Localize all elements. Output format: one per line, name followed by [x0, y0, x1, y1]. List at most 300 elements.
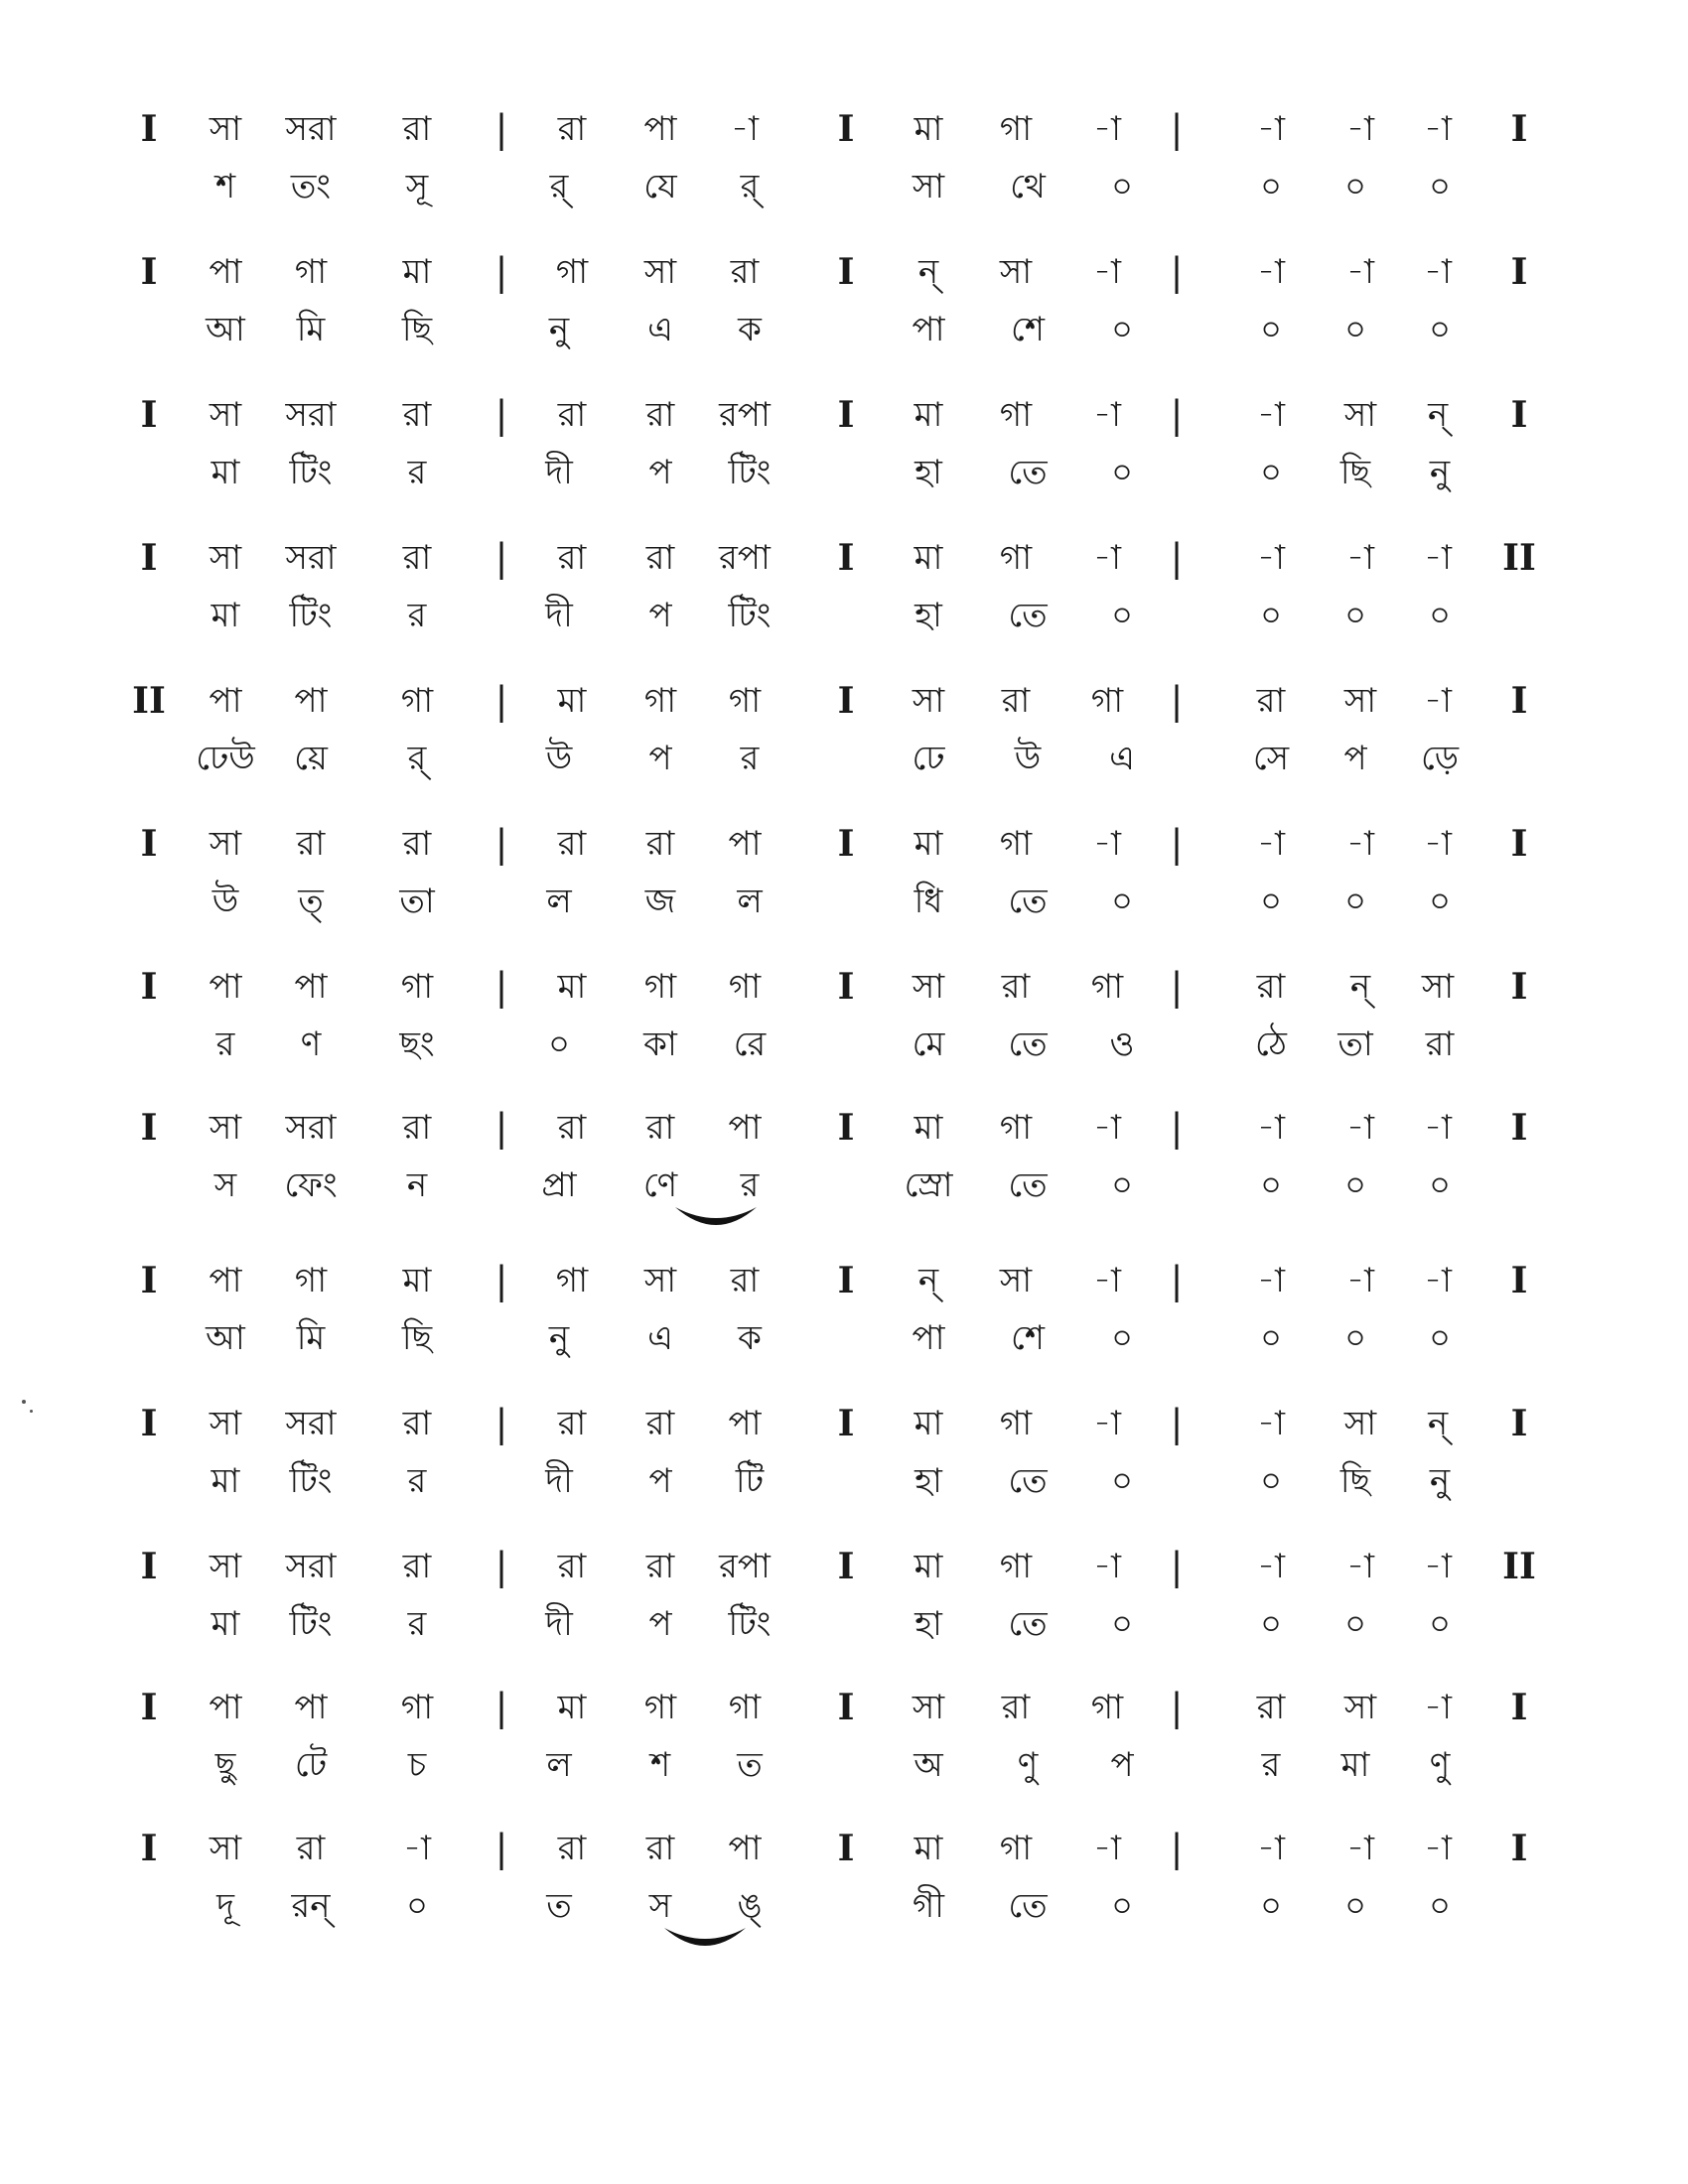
swara-note: সরা — [285, 109, 337, 149]
swara-note: রা — [402, 109, 432, 149]
swara-note: -া — [731, 109, 759, 149]
swara-note: গা — [555, 1261, 589, 1300]
lyric-syllable: উ — [545, 739, 573, 778]
swara-note: মা — [557, 1688, 587, 1727]
lyric-syllable: মা — [211, 1461, 240, 1501]
swara-note: -া — [1093, 1261, 1121, 1300]
swara-note: সা — [912, 1688, 945, 1727]
lyric-syllable: ঢেউ — [196, 739, 255, 778]
lyric-syllable: ০ — [1110, 167, 1134, 206]
swara-note: রা — [402, 1547, 432, 1586]
swara-note: সা — [999, 252, 1033, 292]
lyric-syllable: ০ — [1259, 882, 1283, 921]
swara-note: পা — [209, 681, 242, 721]
lyric-syllable: ল — [546, 1745, 572, 1785]
lyric-syllable: থে — [1010, 167, 1046, 206]
lyric-syllable: ড়ে — [1420, 739, 1460, 778]
lyric-syllable: উ — [1014, 739, 1042, 778]
swara-note: -া — [1093, 1108, 1121, 1148]
swara-note: -া — [1424, 252, 1452, 292]
swara-note: রা — [402, 1108, 432, 1148]
swara-note: গা — [1090, 967, 1124, 1007]
swara-note: সা — [209, 824, 242, 864]
swara-note: গা — [643, 1688, 677, 1727]
swara-note: গা — [1090, 681, 1124, 721]
notation-line — [0, 1261, 1688, 1400]
lyric-syllable: সূ — [405, 167, 429, 206]
beat-divider: | — [494, 1402, 508, 1445]
swara-note: -া — [1424, 681, 1452, 721]
lyric-syllable: তে — [1008, 596, 1048, 635]
swara-note: রা — [730, 252, 760, 292]
lyric-syllable: শে — [1011, 310, 1045, 349]
swara-note: সা — [1421, 967, 1455, 1007]
swara-note: -া — [1346, 1829, 1374, 1868]
swara-note: পা — [728, 824, 762, 864]
swara-note: -া — [1346, 1547, 1374, 1586]
lyric-syllable: ০ — [1259, 167, 1283, 206]
lyric-syllable: ০ — [1110, 1886, 1134, 1926]
swara-note: মা — [914, 824, 943, 864]
notation-line — [0, 824, 1688, 963]
beat-divider: | — [494, 679, 508, 723]
beat-divider: | — [494, 107, 508, 151]
lyric-syllable: মা — [211, 453, 240, 492]
swara-note: সা — [912, 681, 945, 721]
lyric-syllable: হা — [914, 596, 942, 635]
lyric-syllable: নু — [1429, 453, 1451, 492]
swara-note: সা — [999, 1261, 1033, 1300]
lyric-syllable: হা — [914, 453, 942, 492]
section-mark: II — [1502, 537, 1536, 579]
lyric-syllable: তে — [1008, 1461, 1048, 1501]
lyric-syllable: ন — [406, 1165, 428, 1205]
section-mark: I — [140, 1107, 158, 1149]
lyric-syllable: ণে — [642, 1165, 678, 1205]
lyric-syllable: উ — [211, 882, 239, 921]
section-mark: I — [140, 251, 158, 293]
swara-note: ন্ — [1349, 967, 1371, 1007]
lyric-syllable: টিং — [289, 596, 333, 635]
section-mark: I — [837, 251, 855, 293]
lyric-syllable: ০ — [1259, 1165, 1283, 1205]
swara-note: রা — [557, 109, 587, 149]
section-mark: II — [132, 680, 166, 722]
lyric-syllable: কা — [643, 1024, 677, 1064]
swara-note: -া — [1424, 538, 1452, 578]
swara-note: রা — [557, 824, 587, 864]
lyric-syllable: ০ — [1343, 310, 1367, 349]
swara-note: সা — [1343, 1688, 1377, 1727]
swara-note: -া — [1424, 824, 1452, 864]
swara-note: গা — [728, 681, 762, 721]
lyric-syllable: ০ — [1259, 1461, 1283, 1501]
lyric-syllable: ক — [738, 1318, 762, 1358]
section-mark: I — [1510, 1260, 1528, 1301]
section-mark: I — [1510, 680, 1528, 722]
lyric-syllable: ০ — [1343, 167, 1367, 206]
lyric-syllable: অ — [914, 1745, 943, 1785]
beat-divider: | — [1170, 1545, 1184, 1588]
lyric-syllable: র — [1261, 1745, 1281, 1785]
lyric-syllable: ০ — [1428, 882, 1452, 921]
swara-note: পা — [728, 1404, 762, 1443]
swara-note: মা — [914, 395, 943, 435]
beat-divider: | — [494, 1686, 508, 1729]
lyric-syllable: ০ — [1428, 1165, 1452, 1205]
swara-note: সা — [643, 252, 677, 292]
swara-note: সরা — [285, 1108, 337, 1148]
lyric-syllable: ০ — [1110, 1461, 1134, 1501]
swara-note: মা — [557, 681, 587, 721]
section-mark: I — [140, 394, 158, 436]
section-mark: I — [1510, 966, 1528, 1008]
lyric-syllable: চ — [407, 1745, 427, 1785]
swara-note: -া — [403, 1829, 431, 1868]
notation-line — [0, 1404, 1688, 1543]
lyric-syllable: য়ে — [294, 739, 328, 778]
lyric-syllable: যে — [643, 167, 677, 206]
swara-note: -া — [1093, 1404, 1121, 1443]
swara-note: রা — [296, 824, 326, 864]
swara-note: -া — [1257, 1547, 1285, 1586]
lyric-syllable: র — [740, 1165, 760, 1205]
swara-note: সা — [209, 1829, 242, 1868]
lyric-syllable: এ — [1109, 739, 1135, 778]
notation-line — [0, 395, 1688, 534]
lyric-syllable: মা — [211, 596, 240, 635]
swara-note: রা — [1256, 967, 1286, 1007]
lyric-syllable: ০ — [1110, 1165, 1134, 1205]
lyric-syllable: জ — [644, 882, 676, 921]
beat-divider: | — [1170, 250, 1184, 294]
swara-note: সা — [1343, 1404, 1377, 1443]
swara-note: রা — [645, 1829, 675, 1868]
lyric-syllable: ০ — [1110, 453, 1134, 492]
lyric-syllable: টিং — [289, 1604, 333, 1644]
lyric-syllable: ছং — [399, 1024, 435, 1064]
lyric-syllable: তং — [290, 167, 332, 206]
swara-note: -া — [1093, 1829, 1121, 1868]
swara-note: -া — [1257, 1404, 1285, 1443]
lyric-syllable: ছি — [401, 310, 433, 349]
lyric-syllable: ০ — [1428, 1604, 1452, 1644]
lyric-syllable: রন্ — [291, 1886, 331, 1926]
section-mark: I — [837, 108, 855, 150]
beat-divider: | — [494, 536, 508, 580]
swara-note: রা — [557, 1404, 587, 1443]
lyric-syllable: হা — [914, 1461, 942, 1501]
swara-note: গা — [999, 538, 1033, 578]
swara-note: গা — [294, 252, 328, 292]
section-mark: I — [1510, 251, 1528, 293]
swara-note: পা — [728, 1108, 762, 1148]
lyric-syllable: ঢে — [912, 739, 945, 778]
swara-note: রপা — [719, 538, 771, 578]
lyric-syllable: সা — [912, 167, 945, 206]
swara-note: -া — [1346, 252, 1374, 292]
swara-note: সা — [643, 1261, 677, 1300]
swara-note: সা — [209, 1108, 242, 1148]
swara-note: রা — [645, 538, 675, 578]
lyric-syllable: দূ — [216, 1886, 234, 1926]
lyric-syllable: ০ — [1428, 167, 1452, 206]
swara-note: সা — [209, 109, 242, 149]
swara-note: মা — [914, 1547, 943, 1586]
lyric-syllable: ০ — [1110, 1604, 1134, 1644]
lyric-syllable: ০ — [1110, 596, 1134, 635]
lyric-syllable: তে — [1008, 453, 1048, 492]
swara-note: -া — [1093, 824, 1121, 864]
swara-note: গা — [728, 1688, 762, 1727]
swara-note: গা — [999, 109, 1033, 149]
swara-note: পা — [294, 681, 328, 721]
lyric-syllable: ০ — [1259, 453, 1283, 492]
swara-note: সা — [209, 538, 242, 578]
notation-line — [0, 252, 1688, 391]
lyric-syllable: সে — [1252, 739, 1290, 778]
section-mark: I — [1510, 1687, 1528, 1728]
lyric-syllable: দী — [545, 1604, 573, 1644]
lyric-syllable: র্ — [407, 739, 427, 778]
lyric-syllable: ত — [546, 1886, 572, 1926]
swara-note: সা — [1343, 395, 1377, 435]
section-mark: I — [140, 966, 158, 1008]
lyric-syllable: ০ — [1259, 1886, 1283, 1926]
section-mark: I — [1510, 394, 1528, 436]
lyric-syllable: নু — [548, 1318, 570, 1358]
lyric-syllable: দী — [545, 596, 573, 635]
swara-note: সা — [209, 1404, 242, 1443]
lyric-syllable: দী — [545, 453, 573, 492]
section-mark: I — [837, 680, 855, 722]
swara-note: গা — [999, 1829, 1033, 1868]
beat-divider: | — [494, 822, 508, 866]
lyric-syllable: মি — [296, 310, 326, 349]
swara-note: -া — [1424, 1688, 1452, 1727]
swara-note: রা — [645, 1404, 675, 1443]
section-mark: I — [1510, 108, 1528, 150]
swara-note: -া — [1257, 109, 1285, 149]
lyric-syllable: র্ — [549, 167, 569, 206]
swara-note: রা — [730, 1261, 760, 1300]
swara-note: রা — [1001, 681, 1031, 721]
lyric-syllable: স্রো — [904, 1165, 953, 1205]
swara-note: -া — [1346, 1108, 1374, 1148]
section-mark: II — [1502, 1546, 1536, 1587]
swara-note: ন্ — [917, 1261, 939, 1300]
lyric-syllable: শ — [214, 167, 236, 206]
lyric-syllable: টিং — [728, 596, 772, 635]
swara-note: রা — [402, 395, 432, 435]
lyric-syllable: ক — [738, 310, 762, 349]
swara-note: সা — [1343, 681, 1377, 721]
beat-divider: | — [494, 965, 508, 1009]
lyric-syllable: ০ — [1259, 1318, 1283, 1358]
beat-divider: | — [494, 1259, 508, 1302]
swara-note: সা — [209, 395, 242, 435]
lyric-syllable: মি — [296, 1318, 326, 1358]
swara-note: -া — [1093, 252, 1121, 292]
beat-divider: | — [494, 1106, 508, 1150]
lyric-syllable: ছি — [1339, 1461, 1371, 1501]
beat-divider: | — [1170, 107, 1184, 151]
lyric-syllable: প — [648, 596, 672, 635]
swara-note: রা — [557, 395, 587, 435]
beat-divider: | — [494, 393, 508, 437]
section-mark: I — [140, 108, 158, 150]
section-mark: I — [837, 823, 855, 865]
section-mark: I — [1510, 823, 1528, 865]
slur-mark — [671, 1203, 761, 1237]
swara-note: পা — [209, 252, 242, 292]
section-mark: I — [140, 1687, 158, 1728]
section-mark: I — [1510, 1107, 1528, 1149]
lyric-syllable: এ — [647, 310, 673, 349]
swara-note: রা — [1001, 967, 1031, 1007]
lyric-syllable: স — [213, 1165, 237, 1205]
swara-note: রা — [645, 1547, 675, 1586]
beat-divider: | — [494, 1827, 508, 1870]
notation-line — [0, 1829, 1688, 1968]
beat-divider: | — [494, 1545, 508, 1588]
swara-note: -া — [1424, 109, 1452, 149]
lyric-syllable: প — [648, 453, 672, 492]
swara-note: গা — [999, 1547, 1033, 1586]
lyric-syllable: র — [407, 1604, 427, 1644]
swara-note: মা — [557, 967, 587, 1007]
swara-note: মা — [914, 1829, 943, 1868]
lyric-syllable: টিং — [289, 1461, 333, 1501]
lyric-syllable: গী — [912, 1886, 945, 1926]
lyric-syllable: তে — [1008, 1886, 1048, 1926]
swara-note: রপা — [719, 1547, 771, 1586]
swara-note: গা — [999, 1108, 1033, 1148]
lyric-syllable: ০ — [1259, 1604, 1283, 1644]
section-mark: I — [837, 1828, 855, 1869]
swara-note: সা — [912, 967, 945, 1007]
beat-divider: | — [494, 250, 508, 294]
swara-note: রপা — [719, 395, 771, 435]
swara-note: গা — [1090, 1688, 1124, 1727]
swara-note: গা — [555, 252, 589, 292]
swara-note: পা — [209, 1688, 242, 1727]
lyric-syllable: ০ — [1343, 1318, 1367, 1358]
swara-note: রা — [557, 1108, 587, 1148]
swara-note: -া — [1424, 1261, 1452, 1300]
swara-note: পা — [643, 109, 677, 149]
lyric-syllable: ণ — [300, 1024, 322, 1064]
scan-speck — [22, 1400, 26, 1404]
beat-divider: | — [1170, 536, 1184, 580]
lyric-syllable: আ — [206, 310, 245, 349]
lyric-syllable: প — [648, 1461, 672, 1501]
lyric-syllable: ও — [1109, 1024, 1135, 1064]
lyric-syllable: ল — [546, 882, 572, 921]
lyric-syllable: টিং — [289, 453, 333, 492]
notation-line — [0, 1688, 1688, 1827]
lyric-syllable: পা — [912, 310, 945, 349]
swara-note: গা — [999, 395, 1033, 435]
lyric-syllable: নু — [1429, 1461, 1451, 1501]
lyric-syllable: স — [648, 1886, 672, 1926]
swara-note: সা — [209, 1547, 242, 1586]
lyric-syllable: ০ — [1110, 310, 1134, 349]
swara-note: সরা — [285, 1404, 337, 1443]
lyric-syllable: ০ — [1428, 1886, 1452, 1926]
swara-note: ন্ — [1427, 395, 1449, 435]
section-mark: I — [837, 537, 855, 579]
slur-mark — [660, 1924, 750, 1958]
lyric-syllable: প্রা — [541, 1165, 577, 1205]
lyric-syllable: টিং — [728, 453, 772, 492]
section-mark: I — [140, 1260, 158, 1301]
lyric-syllable: তে — [1008, 1165, 1048, 1205]
lyric-syllable: র — [407, 1461, 427, 1501]
lyric-syllable: ণু — [1429, 1745, 1451, 1785]
lyric-syllable: ০ — [1110, 882, 1134, 921]
swara-note: ন্ — [1427, 1404, 1449, 1443]
section-mark: I — [837, 1403, 855, 1444]
lyric-syllable: ল — [737, 882, 763, 921]
lyric-syllable: ০ — [1428, 596, 1452, 635]
lyric-syllable: ০ — [1343, 1604, 1367, 1644]
swara-note: রা — [1001, 1688, 1031, 1727]
beat-divider: | — [1170, 965, 1184, 1009]
lyric-syllable: ০ — [1110, 1318, 1134, 1358]
swara-note: মা — [914, 538, 943, 578]
notation-line — [0, 1547, 1688, 1686]
swara-note: -া — [1346, 1261, 1374, 1300]
swara-note: -া — [1257, 395, 1285, 435]
swara-note: সরা — [285, 1547, 337, 1586]
swara-note: -া — [1346, 109, 1374, 149]
lyric-syllable: নু — [548, 310, 570, 349]
beat-divider: | — [1170, 679, 1184, 723]
swara-note: -া — [1257, 824, 1285, 864]
lyric-syllable: প — [1110, 1745, 1134, 1785]
lyric-syllable: প — [648, 1604, 672, 1644]
swara-note: -া — [1257, 1829, 1285, 1868]
section-mark: I — [837, 394, 855, 436]
swara-note: রা — [557, 1829, 587, 1868]
lyric-syllable: ০ — [1428, 1318, 1452, 1358]
section-mark: I — [1510, 1828, 1528, 1869]
swara-note: -া — [1257, 1261, 1285, 1300]
lyric-syllable: র — [215, 1024, 235, 1064]
lyric-syllable: পা — [912, 1318, 945, 1358]
section-mark: I — [140, 823, 158, 865]
lyric-syllable: হা — [914, 1604, 942, 1644]
swara-note: -া — [1424, 1547, 1452, 1586]
lyric-syllable: শে — [1011, 1318, 1045, 1358]
swara-note: -া — [1424, 1108, 1452, 1148]
beat-divider: | — [1170, 1402, 1184, 1445]
swara-note: -া — [1093, 395, 1121, 435]
lyric-syllable: ছি — [401, 1318, 433, 1358]
lyric-syllable: ০ — [1259, 310, 1283, 349]
lyric-syllable: ০ — [1343, 882, 1367, 921]
swara-note: রা — [645, 824, 675, 864]
section-mark: I — [837, 1107, 855, 1149]
notation-line — [0, 681, 1688, 820]
lyric-syllable: ঠে — [1255, 1024, 1287, 1064]
lyric-syllable: ত — [737, 1745, 763, 1785]
lyric-syllable: র্ — [740, 167, 760, 206]
swara-note: পা — [209, 1261, 242, 1300]
scan-speck — [30, 1410, 33, 1413]
lyric-syllable: ণু — [1017, 1745, 1039, 1785]
